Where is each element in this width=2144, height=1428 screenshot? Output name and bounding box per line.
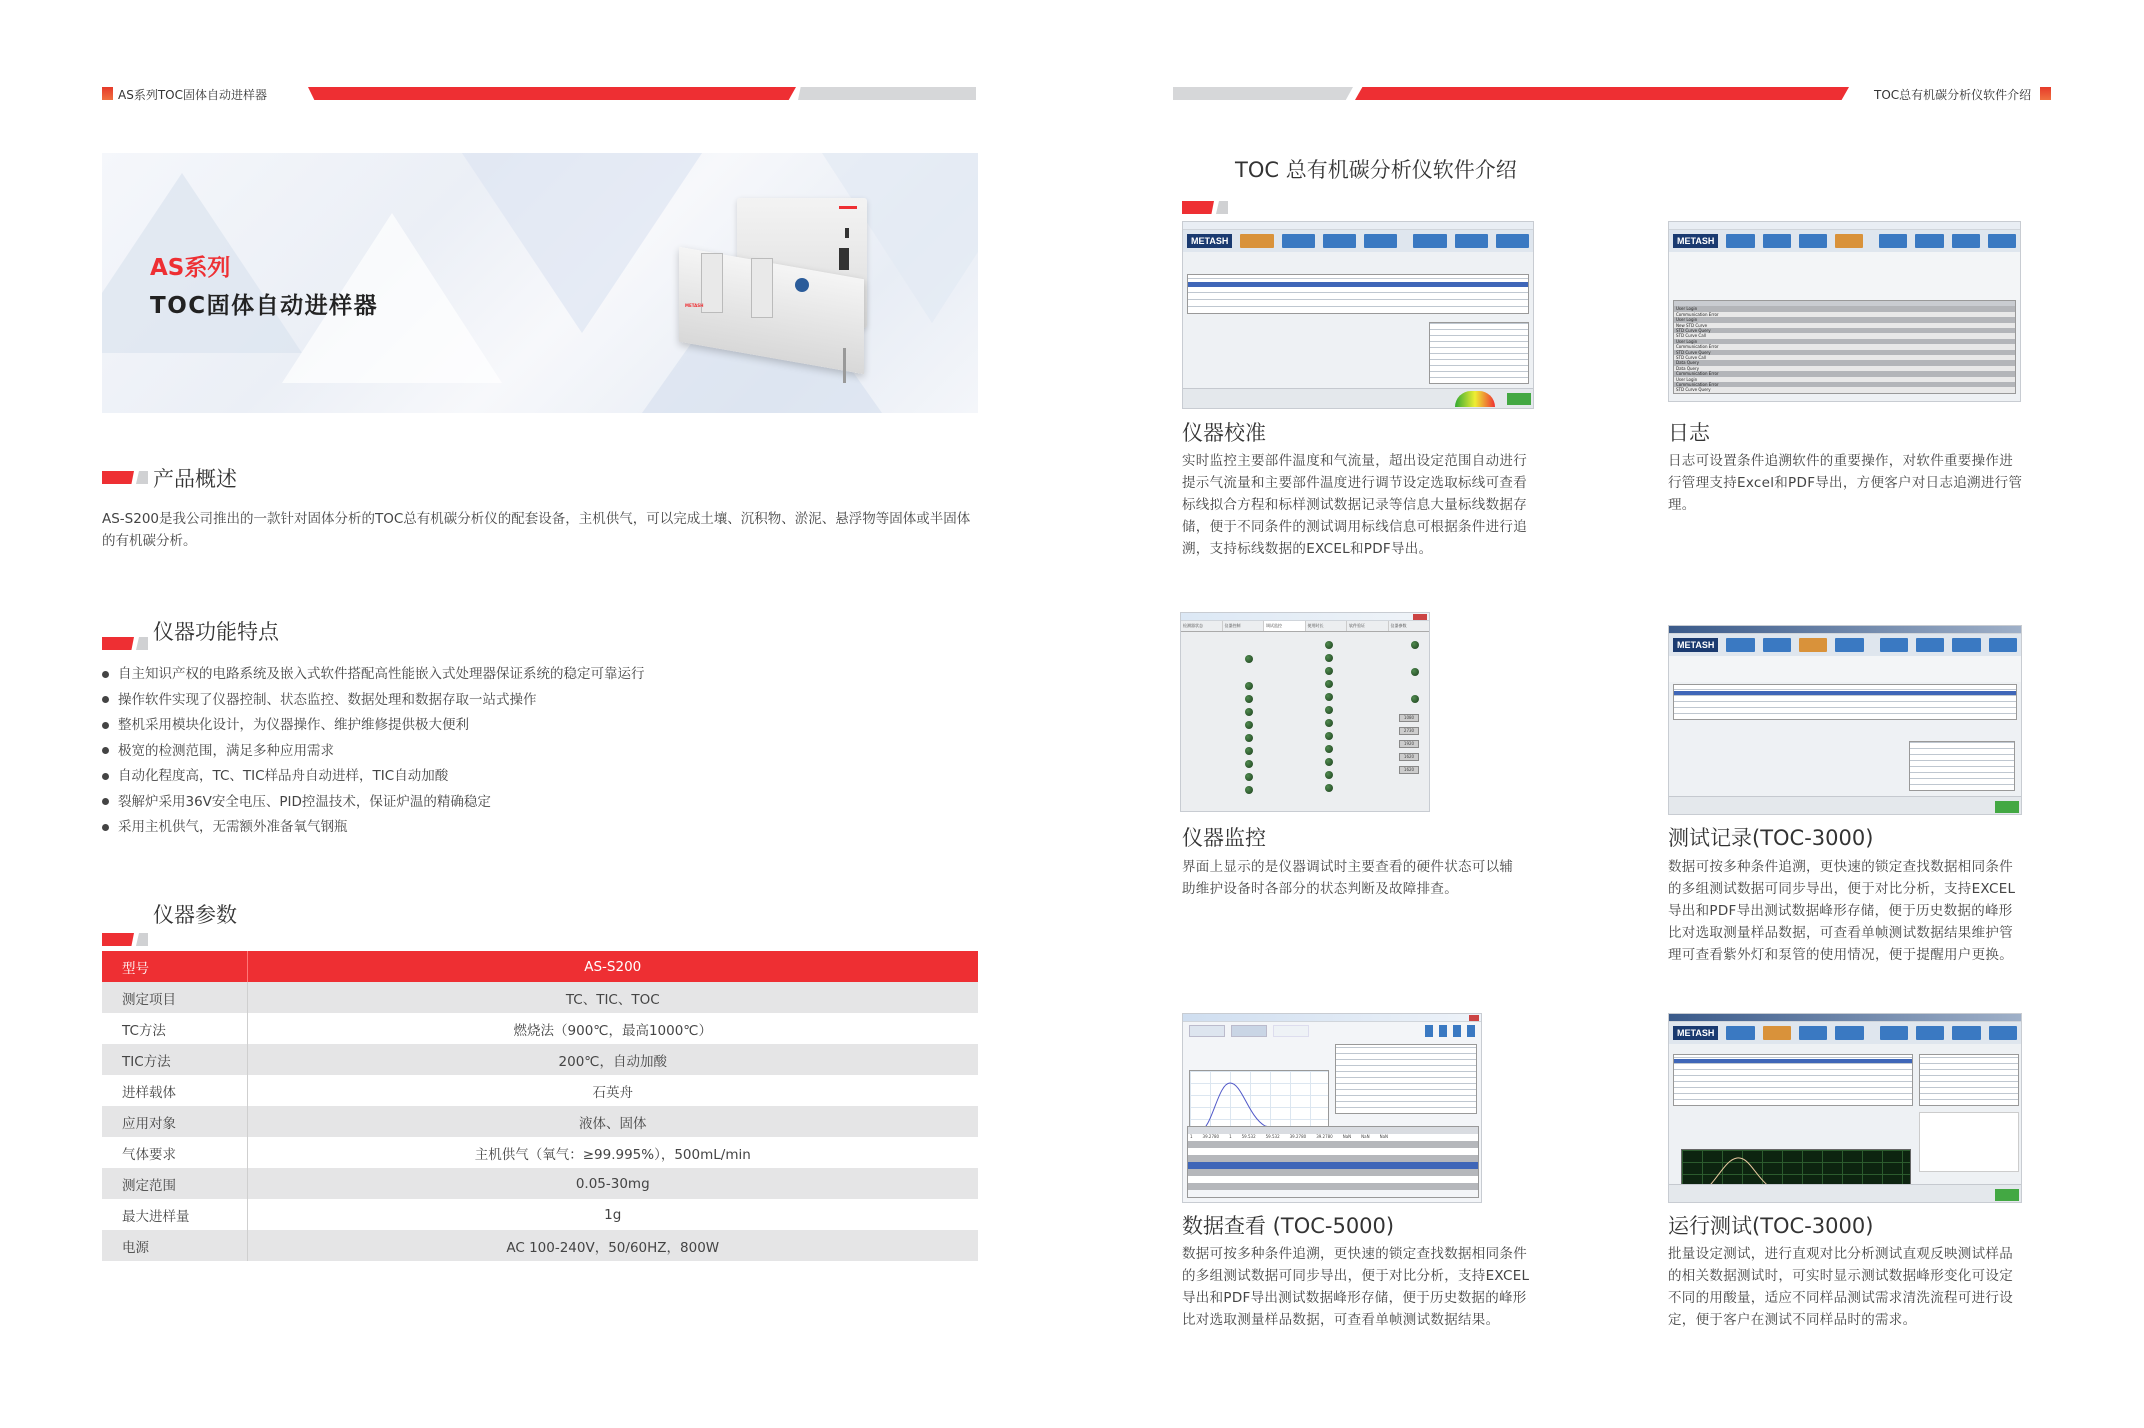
feature-item: 自主知识产权的电路系统及嵌入式软件搭配高性能嵌入式处理器保证系统的稳定可靠运行 (102, 662, 645, 688)
table-row (102, 982, 978, 1013)
overview-text: AS-S200是我公司推出的一款针对固体分析的TOC总有机碳分析仪的配套设备，主机供气，可以完成土壤、沉积物、淤泥、悬浮物等固体或半固体的有机碳分析。 (102, 511, 971, 549)
log-row: Communication Error (1674, 312, 2015, 317)
screenshot-calibration (1182, 221, 1534, 409)
log-row: User Login (1674, 317, 2015, 322)
software-title: TOC 总有机碳分析仪软件介绍 (1235, 158, 1517, 182)
header-red-bar (1355, 87, 1849, 100)
section-marker-icon (102, 933, 148, 946)
feature-item: 整机采用模块化设计，为仪器操作、维护维修提供极大便利 (102, 713, 645, 739)
log-row: Data Query (1674, 360, 2015, 365)
log-row: STD Curve Query (1674, 328, 2015, 333)
cell: 39.2780 (1289, 1134, 1307, 1139)
screenshot-monitor (1180, 612, 1430, 812)
section-marker-icon (1182, 201, 1228, 214)
param-value: 0.05-30mg (247, 1168, 978, 1199)
features-list (102, 662, 645, 841)
card-description: 界面上显示的是仪器调试时主要查看的硬件状态可以辅助维护设备时各部分的状态判断及故障排查。 (1182, 859, 1514, 897)
section-marker-icon (102, 637, 148, 650)
param-value: 液体、固体 (247, 1106, 978, 1137)
params-table (102, 951, 978, 1261)
tab: 使用时长 (1306, 621, 1348, 631)
card-title: 测试记录(TOC-3000) (1668, 826, 1874, 850)
card-description: 实时监控主要部件温度和气流量，超出设定范围自动进行提示气流量和主要部件温度进行调节设定选取标线可查看标线拟合方程和标样测试数据记录等信息大量标线数据存储，便于不同条件的测试调用标线信息可根据条件进行追溯，支持标线数据的EXCEL和PDF导出。 (1182, 453, 1527, 557)
log-row: STD Curve Call (1674, 355, 2015, 360)
feature-item: 极宽的检测范围，满足多种应用需求 (102, 739, 645, 765)
header-marker-icon (2040, 87, 2051, 100)
rpm-value: 2730 (1399, 727, 1419, 735)
cell: 1 (1190, 1134, 1193, 1139)
tab: 仪器控制 (1223, 621, 1265, 631)
screenshot-log (1668, 221, 2021, 402)
right-header-label: TOC总有机碳分析仪软件介绍 (1874, 88, 2032, 102)
rpm-value: 1920 (1399, 740, 1419, 748)
params-title: 仪器参数 (153, 903, 237, 927)
overview-title: 产品概述 (153, 467, 237, 491)
param-label: 应用对象 (102, 1106, 247, 1137)
card-title: 日志 (1668, 421, 1710, 445)
rpm-value: 1620 (1399, 766, 1419, 774)
cell: NaN (1361, 1134, 1370, 1139)
log-row: New STD Curve (1674, 323, 2015, 328)
table-row (102, 1106, 978, 1137)
card-title: 运行测试(TOC-3000) (1668, 1214, 1874, 1238)
header-red-bar (308, 87, 796, 100)
hero-product: TOC固体自动进样器 (150, 293, 379, 319)
param-value: 200℃，自动加酸 (247, 1044, 978, 1075)
hero-series: AS系列 (150, 255, 231, 281)
card-description: 日志可设置条件追溯软件的重要操作，对软件重要操作进行管理支持Excel和PDF导出，方便客户对日志追溯进行管理。 (1668, 453, 2023, 513)
table-header-row (102, 951, 978, 982)
cell: 1 (1229, 1134, 1232, 1139)
rpm-value: 1620 (1399, 753, 1419, 761)
cell: 59.532 (1241, 1134, 1256, 1139)
brand-logo: METASH (1673, 1026, 1718, 1040)
feature-item: 裂解炉采用36V安全电压、PID控温技术，保证炉温的精确稳定 (102, 790, 645, 816)
table-row (102, 1013, 978, 1044)
param-value: 主机供气（氧气：≥99.995%），500mL/min (474, 1146, 751, 1163)
log-row: Communication Error (1674, 371, 2015, 376)
cell: NaN (1342, 1134, 1352, 1139)
card-title: 数据查看 (TOC-5000) (1182, 1214, 1395, 1238)
cell: 39.2780 (1202, 1134, 1220, 1139)
screenshot-run-test (1668, 1013, 2022, 1203)
log-row: Communication Error (1674, 382, 2015, 387)
cell: 59.532 (1265, 1134, 1280, 1139)
rpm-value: 1080 (1399, 714, 1419, 722)
log-row: User Login (1674, 339, 2015, 344)
param-label: 最大进样量 (102, 1199, 247, 1230)
tab-active: 调试监控 (1264, 621, 1306, 631)
param-label: 测定项目 (102, 982, 247, 1013)
cell: 39.2780 (1316, 1134, 1333, 1139)
log-row: User Login (1674, 377, 2015, 382)
log-row: STD Curve Call (1674, 333, 2015, 338)
log-row: STD Curve Query (1674, 387, 2015, 392)
param-label: 进样载体 (102, 1075, 247, 1106)
header-gray-bar (798, 87, 976, 100)
log-table (1673, 300, 2016, 394)
screenshot-data-view (1182, 1013, 1482, 1203)
table-row (102, 1044, 978, 1075)
log-row: STD Curve Query (1674, 350, 2015, 355)
cell: NaN (1379, 1134, 1389, 1139)
card-description: 数据可按多种条件追溯，更快速的锁定查找数据相同条件的多组测试数据可同步导出，便于对比分析，支持EXCEL导出和PDF导出测试数据峰形存储，便于历史数据的峰形比对选取测量样品数据，可查看单帧测试数据结果维护管理可查看紫外灯和泵管的使用情况，便于提醒用户更换。 (1668, 859, 2016, 963)
brand-logo: METASH (1673, 234, 1718, 248)
param-value: 1g (604, 1206, 622, 1223)
feature-item: 操作软件实现了仪器控制、状态监控、数据处理和数据存取一站式操作 (102, 688, 645, 714)
brand-logo: METASH (1673, 638, 1718, 652)
product-image (667, 198, 907, 383)
product-brand-label: METASH (685, 303, 704, 308)
tab: 检测器状态 (1181, 621, 1223, 631)
header-cell: AS-S200 (247, 951, 978, 982)
log-row: User Login (1674, 306, 2015, 311)
table-row (102, 1137, 978, 1168)
screenshot-test-record (1668, 625, 2022, 815)
table-row (102, 1075, 978, 1106)
param-label: TIC方法 (102, 1044, 247, 1075)
card-title: 仪器校准 (1182, 421, 1266, 445)
table-row (102, 1199, 978, 1230)
param-label: 电源 (102, 1230, 247, 1261)
param-value: 燃烧法（900℃，最高1000℃） (513, 1022, 712, 1039)
hero-banner (102, 153, 978, 413)
param-value: AC 100-240V，50/60HZ，800W (247, 1230, 978, 1261)
param-label: TC方法 (102, 1013, 247, 1044)
tab: 仪器参数 (1390, 623, 1407, 628)
feature-item: 自动化程度高，TC、TIC样品舟自动进样，TIC自动加酸 (102, 764, 645, 790)
table-row (102, 1230, 978, 1261)
card-description: 批量设定测试，进行直观对比分析测试直观反映测试样品的相关数据测试时，可实时显示测试数据峰形变化可设定不同的用酸量，适应不同样品测试需求清洗流程可进行设定，便于客户在测试不同样品时的需求。 (1668, 1246, 2013, 1328)
features-title: 仪器功能特点 (153, 620, 279, 644)
param-label: 气体要求 (102, 1137, 247, 1168)
feature-item: 采用主机供气，无需额外准备氧气钢瓶 (102, 815, 645, 841)
card-description: 数据可按多种条件追溯，更快速的锁定查找数据相同条件的多组测试数据可同步导出，便于对比分析，支持EXCEL导出和PDF导出测试数据峰形存储，便于历史数据的峰形比对选取测量样品数据，可查看单帧测试数据结果。 (1182, 1246, 1530, 1328)
param-value: TC、TIC、TOC (247, 982, 978, 1013)
brand-logo: METASH (1187, 234, 1232, 248)
table-row (102, 1168, 978, 1199)
header-cell: 型号 (102, 951, 247, 982)
section-marker-icon (102, 471, 148, 484)
log-row: Data Query (1674, 366, 2015, 371)
tab: 软件验证 (1347, 621, 1389, 631)
header-marker-icon (102, 87, 113, 100)
param-label: 测定范围 (102, 1168, 247, 1199)
param-value: 石英舟 (592, 1084, 633, 1101)
log-row: Communication Error (1674, 344, 2015, 349)
card-title: 仪器监控 (1182, 826, 1266, 850)
left-header-label: AS系列TOC固体自动进样器 (118, 88, 267, 102)
header-gray-bar (1173, 87, 1353, 100)
